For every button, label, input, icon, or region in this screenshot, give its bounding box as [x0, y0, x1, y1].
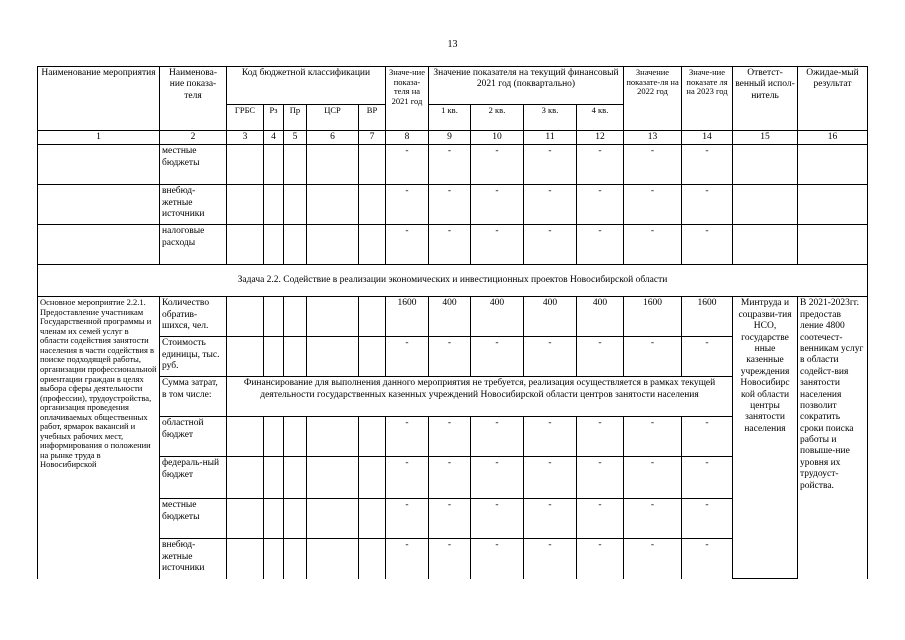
value-cell: -	[624, 539, 682, 579]
value-cell: -	[524, 417, 577, 457]
value-cell: -	[682, 539, 733, 579]
value-cell: -	[682, 185, 733, 225]
value-cell: -	[577, 225, 624, 265]
col-num: 3	[227, 131, 264, 145]
kbk-cell	[359, 499, 386, 539]
value-cell: -	[577, 337, 624, 377]
value-cell: -	[524, 225, 577, 265]
value-cell: -	[682, 417, 733, 457]
page-number: 13	[447, 39, 458, 50]
table-row	[38, 297, 868, 337]
value-cell: -	[429, 539, 471, 579]
kbk-cell	[359, 297, 386, 337]
kbk-cell	[284, 337, 307, 377]
value-cell: -	[471, 499, 524, 539]
value-cell: -	[429, 145, 471, 185]
responsible-cell	[733, 145, 798, 185]
col-num: 9	[429, 131, 471, 145]
value-cell: -	[682, 145, 733, 185]
kbk-cell	[264, 337, 284, 377]
kbk-cell	[264, 457, 284, 499]
kbk-cell	[264, 539, 284, 579]
header-event-name: Наименование мероприятия	[38, 67, 160, 131]
kbk-cell	[284, 417, 307, 457]
col-num: 4	[264, 131, 284, 145]
kbk-cell	[307, 185, 359, 225]
kbk-cell	[264, 185, 284, 225]
kbk-cell	[359, 539, 386, 579]
value-cell: -	[524, 457, 577, 499]
value-cell: -	[524, 337, 577, 377]
value-cell: -	[577, 499, 624, 539]
header-q1: 1 кв.	[429, 105, 471, 131]
kbk-cell	[264, 225, 284, 265]
responsible-executor: Минтруда и соцразви-тия НСО, государстве нные казенные учреждения Новосибирс кой области центры занятости населения	[733, 297, 798, 579]
header-q4: 4 кв.	[577, 105, 624, 131]
value-cell: -	[577, 457, 624, 499]
value-cell: 1600	[624, 297, 682, 337]
kbk-cell	[307, 297, 359, 337]
header-indicator-name: Наименова-ние показа-теля	[160, 67, 227, 131]
value-cell: -	[471, 457, 524, 499]
value-cell: -	[524, 185, 577, 225]
header-csr: ЦСР	[307, 105, 359, 131]
value-cell: -	[577, 145, 624, 185]
value-cell: -	[624, 225, 682, 265]
kbk-cell	[359, 185, 386, 225]
task-row	[38, 265, 868, 297]
kbk-cell	[284, 457, 307, 499]
value-cell: -	[624, 417, 682, 457]
event-cell-empty	[38, 225, 160, 265]
value-cell: -	[577, 539, 624, 579]
kbk-cell	[264, 297, 284, 337]
kbk-cell	[359, 225, 386, 265]
program-table	[37, 66, 868, 579]
kbk-cell	[307, 457, 359, 499]
col-num: 5	[284, 131, 307, 145]
kbk-cell	[307, 225, 359, 265]
expected-result: В 2021-2023гг. предостав ление 4800 соотечест-венникам услуг в области содейст-вия занятости населения позволит сократить сроки поиска работы и повыше-ние уровня их трудоуст-ройства.	[798, 297, 868, 579]
value-cell: -	[577, 417, 624, 457]
value-cell: -	[386, 457, 429, 499]
column-numbers-row	[38, 131, 868, 145]
header-responsible: Ответст-венный испол-нитель	[733, 67, 798, 131]
kbk-cell	[284, 539, 307, 579]
value-cell: -	[386, 225, 429, 265]
col-num: 8	[386, 131, 429, 145]
col-num: 16	[798, 131, 868, 145]
kbk-cell	[307, 145, 359, 185]
value-cell: -	[429, 337, 471, 377]
kbk-cell	[284, 499, 307, 539]
value-cell: 1600	[682, 297, 733, 337]
value-cell: -	[429, 225, 471, 265]
result-cell	[798, 225, 868, 265]
value-cell: -	[577, 185, 624, 225]
indicator-name: внебюд-жетные источники	[160, 185, 227, 225]
indicator-name: налоговые расходы	[160, 225, 227, 265]
indicator-name: местные бюджеты	[160, 499, 227, 539]
value-cell: -	[471, 225, 524, 265]
value-cell: -	[471, 337, 524, 377]
value-cell: -	[386, 185, 429, 225]
header-pr: Пр	[284, 105, 307, 131]
col-num: 1	[38, 131, 160, 145]
header-vr: ВР	[359, 105, 386, 131]
kbk-cell	[227, 185, 264, 225]
kbk-cell	[227, 145, 264, 185]
event-cell-empty	[38, 145, 160, 185]
value-cell: -	[471, 185, 524, 225]
col-num: 12	[577, 131, 624, 145]
kbk-cell	[227, 499, 264, 539]
value-cell: -	[624, 185, 682, 225]
col-num: 14	[682, 131, 733, 145]
header-value-2022: Значение показате-ля на 2022 год	[624, 67, 682, 131]
header-kbk: Код бюджетной классификации	[227, 67, 386, 105]
value-cell: -	[624, 145, 682, 185]
value-cell: -	[386, 499, 429, 539]
indicator-name: внебюд-жетные источники	[160, 539, 227, 579]
value-cell: -	[471, 145, 524, 185]
table-row	[38, 145, 868, 185]
col-num: 11	[524, 131, 577, 145]
value-cell: 400	[429, 297, 471, 337]
col-num: 7	[359, 131, 386, 145]
kbk-cell	[264, 145, 284, 185]
value-cell: -	[682, 337, 733, 377]
value-cell: 400	[524, 297, 577, 337]
value-cell: 1600	[386, 297, 429, 337]
value-cell: -	[429, 457, 471, 499]
col-num: 10	[471, 131, 524, 145]
value-cell: -	[682, 457, 733, 499]
value-cell: -	[429, 499, 471, 539]
kbk-cell	[227, 417, 264, 457]
kbk-cell	[307, 417, 359, 457]
kbk-cell	[284, 297, 307, 337]
header-grbs: ГРБС	[227, 105, 264, 131]
value-cell: -	[386, 539, 429, 579]
table-row	[38, 225, 868, 265]
value-cell: -	[624, 499, 682, 539]
header-value-2021: Значе-ние показа-теля на 2021 год	[386, 67, 429, 131]
event-cell-empty	[38, 185, 160, 225]
result-cell	[798, 145, 868, 185]
kbk-cell	[227, 225, 264, 265]
col-num: 15	[733, 131, 798, 145]
header-q2: 2 кв.	[471, 105, 524, 131]
kbk-cell	[307, 539, 359, 579]
indicator-name: Стоимость единицы, тыс. руб.	[160, 337, 227, 377]
responsible-cell	[733, 185, 798, 225]
header-value-2023: Значе-ние показате ля на 2023 год	[682, 67, 733, 131]
kbk-cell	[227, 457, 264, 499]
value-cell: -	[429, 185, 471, 225]
table-row	[38, 185, 868, 225]
event-name: Основное мероприятие 2.2.1. Предоставление участникам Государственной программы и членам их семей услуг в области содействия занятости населения в части содействия в поиске подходящей работы, организации профессиональной ориентации граждан в целях выбора сферы деятельности (профессии), трудоустройства, организация проведения оплачиваемых общественных работ, ярмарок вакансий и учебных рабочих мест, информирования о положении на рынке труда в Новосибирской	[38, 297, 160, 579]
col-num: 2	[160, 131, 227, 145]
value-cell: 400	[577, 297, 624, 337]
value-cell: -	[524, 499, 577, 539]
value-cell: -	[624, 457, 682, 499]
result-cell	[798, 185, 868, 225]
col-num: 13	[624, 131, 682, 145]
value-cell: -	[386, 417, 429, 457]
value-cell: -	[682, 225, 733, 265]
value-cell: -	[386, 145, 429, 185]
kbk-cell	[227, 337, 264, 377]
indicator-name: областной бюджет	[160, 417, 227, 457]
value-cell: -	[386, 337, 429, 377]
header-q3: 3 кв.	[524, 105, 577, 131]
responsible-cell	[733, 225, 798, 265]
kbk-cell	[307, 337, 359, 377]
kbk-cell	[359, 457, 386, 499]
kbk-cell	[284, 185, 307, 225]
kbk-cell	[359, 417, 386, 457]
indicator-name: Количество обратив-шихся, чел.	[160, 297, 227, 337]
value-cell: 400	[471, 297, 524, 337]
value-cell: -	[524, 539, 577, 579]
header-rz: Рз	[264, 105, 284, 131]
kbk-cell	[284, 225, 307, 265]
header-current-year: Значение показателя на текущий финансовый 2021 год (поквартально)	[429, 67, 624, 105]
value-cell: -	[471, 417, 524, 457]
kbk-cell	[264, 499, 284, 539]
kbk-cell	[359, 337, 386, 377]
financing-note: Финансирование для выполнения данного мероприятия не требуется, реализация осуществляется в рамках текущей деятельности государственных казенных учреждений Новосибирской области центров занятости населения	[227, 377, 733, 417]
value-cell: -	[429, 417, 471, 457]
value-cell: -	[524, 145, 577, 185]
kbk-cell	[264, 417, 284, 457]
task-title: Задача 2.2. Содействие в реализации экономических и инвестиционных проектов Новосибирской области	[38, 265, 868, 297]
kbk-cell	[227, 297, 264, 337]
indicator-name: Сумма затрат, в том числе:	[160, 377, 227, 417]
col-num: 6	[307, 131, 359, 145]
value-cell: -	[624, 337, 682, 377]
indicator-name: местные бюджеты	[160, 145, 227, 185]
indicator-name: федераль-ный бюджет	[160, 457, 227, 499]
value-cell: -	[471, 539, 524, 579]
kbk-cell	[359, 145, 386, 185]
header-result: Ожидае-мый результат	[798, 67, 868, 131]
kbk-cell	[307, 499, 359, 539]
value-cell: -	[682, 499, 733, 539]
kbk-cell	[227, 539, 264, 579]
kbk-cell	[284, 145, 307, 185]
